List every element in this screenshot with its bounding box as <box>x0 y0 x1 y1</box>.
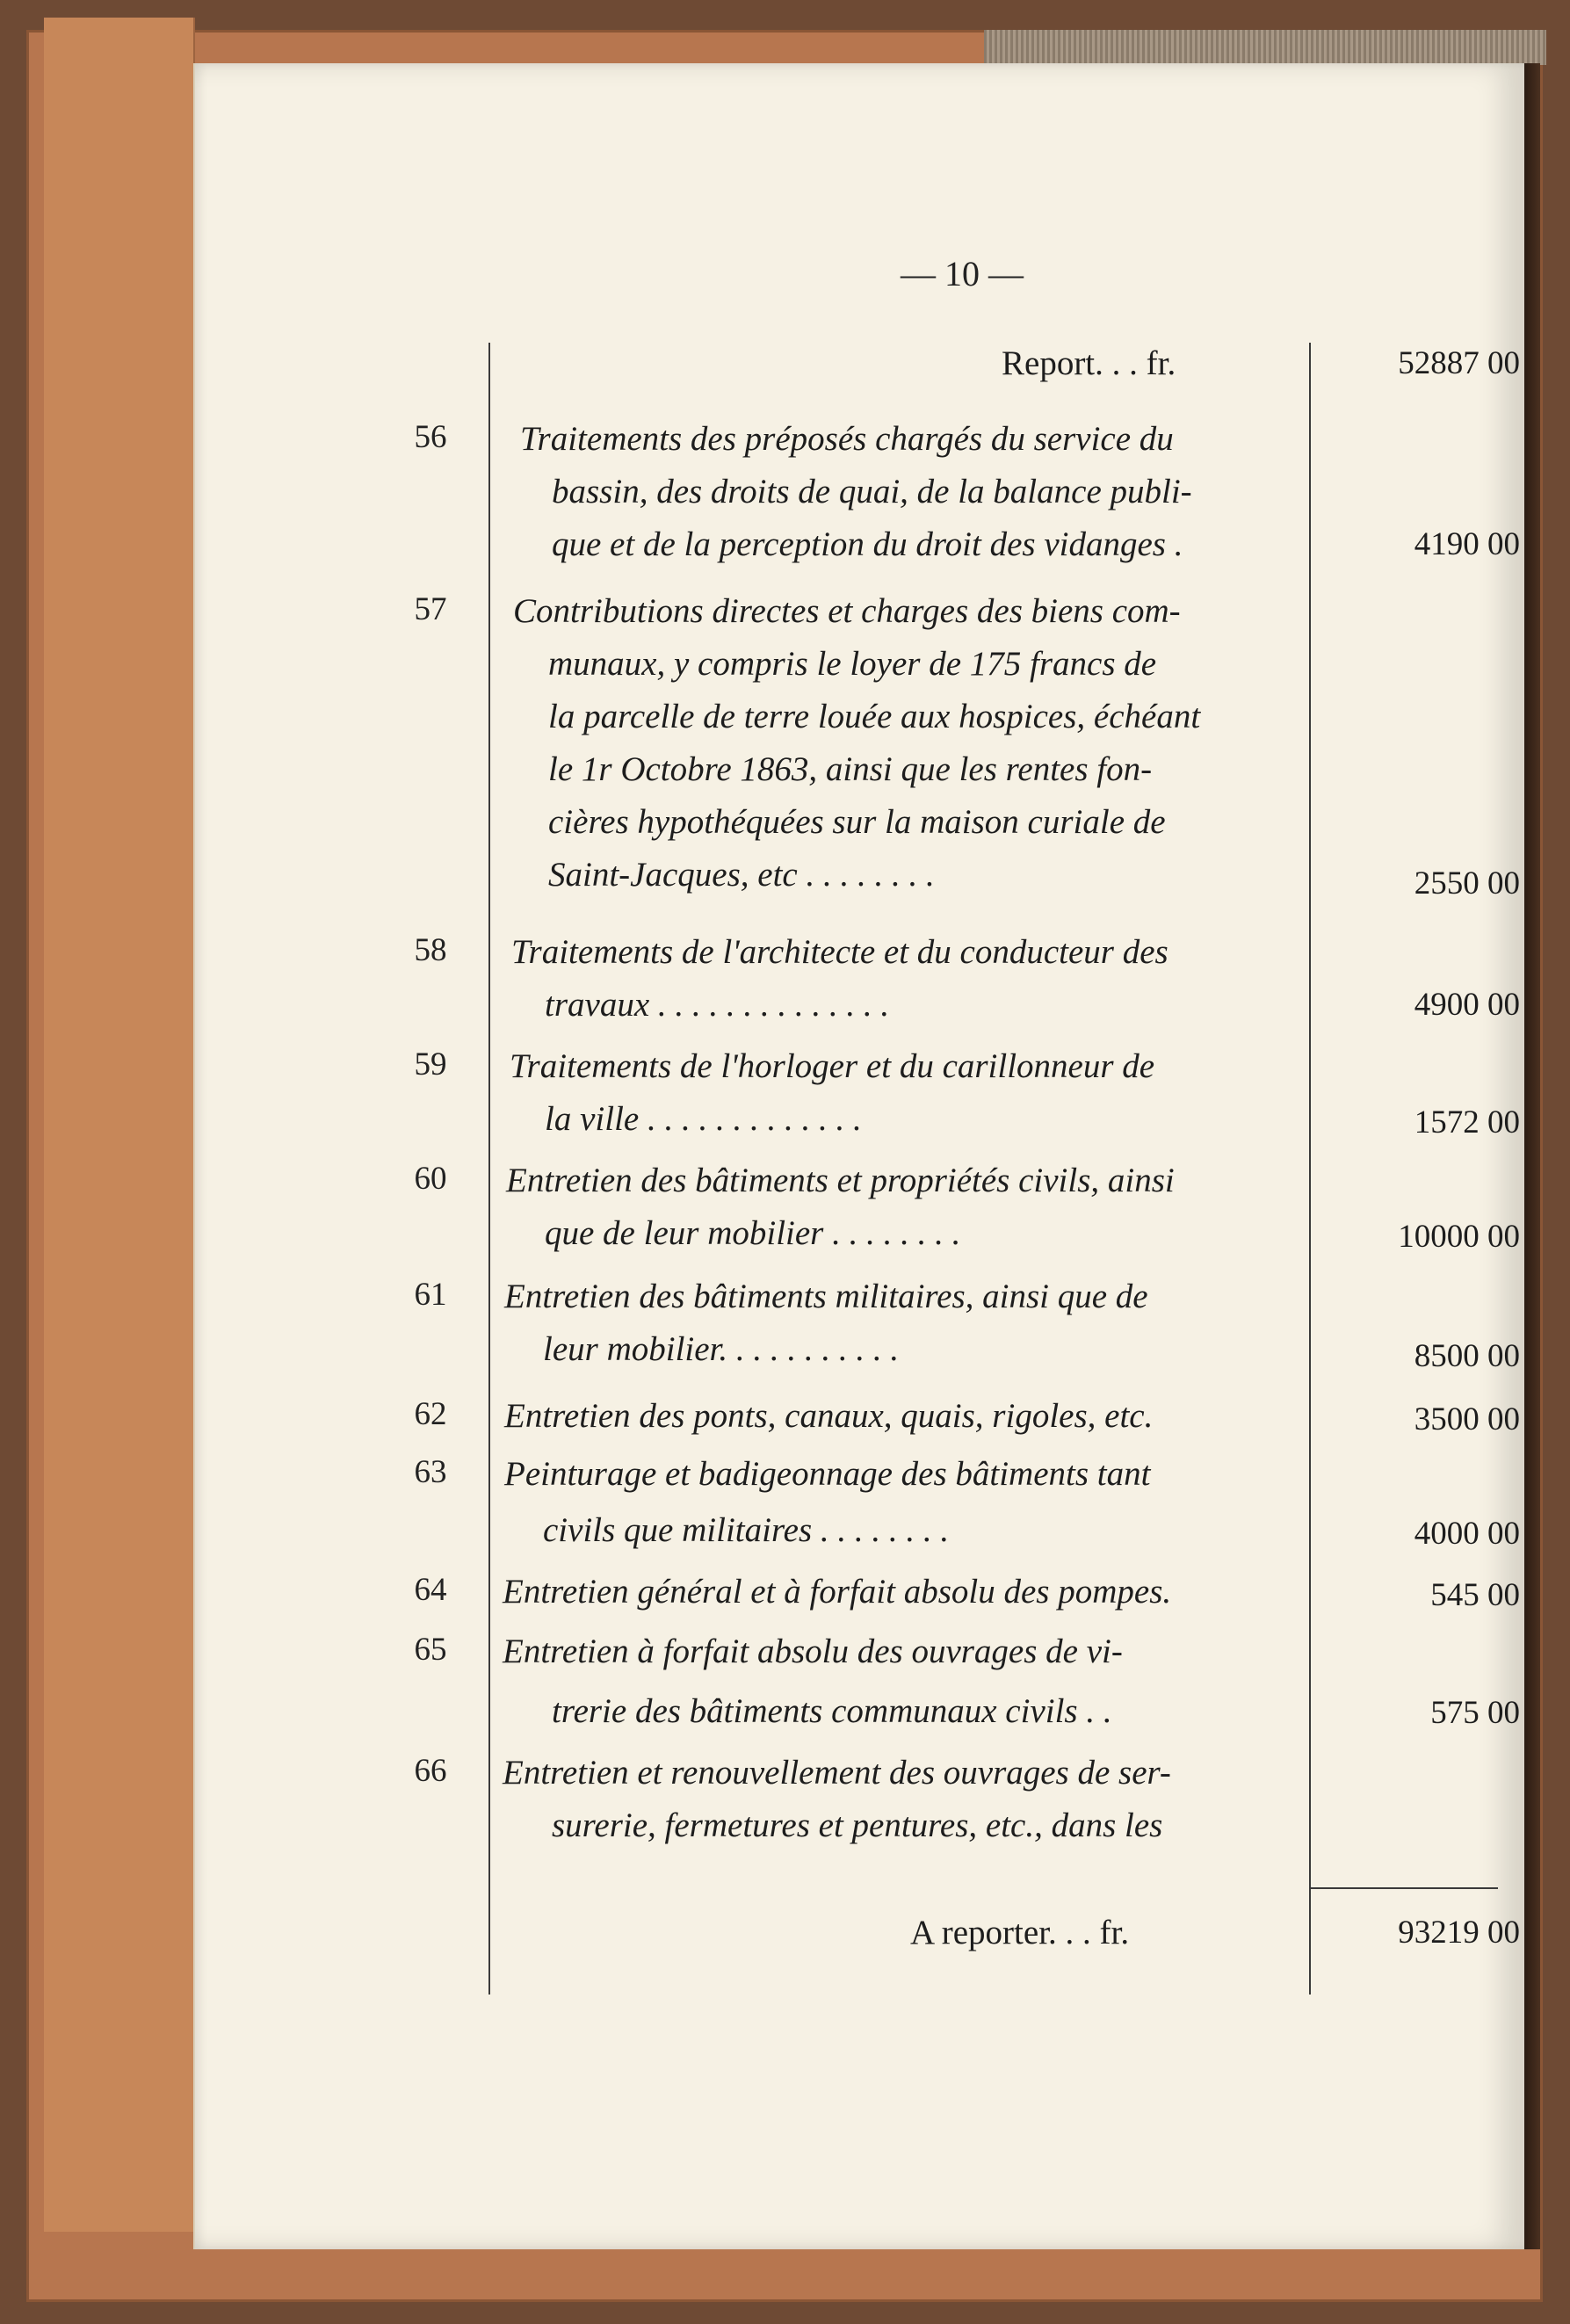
entry-amount: 575 00 <box>1430 1695 1520 1731</box>
entry-text-line: Peinturage et badigeonnage des bâtiments tant <box>504 1455 1151 1493</box>
entry-amount: 4900 00 <box>1414 987 1520 1023</box>
entry-text-line: que et de la perception du droit des vidanges . <box>552 525 1183 563</box>
entry-text-line: Traitements de l'architecte et du conducteur des <box>511 933 1168 971</box>
entry-text-line: munaux, y compris le loyer de 175 francs de <box>548 645 1157 683</box>
carry-forward-label: A reporter. . . fr. <box>910 1914 1130 1951</box>
page-edge-shadow <box>1524 63 1540 2249</box>
entry-text-line: Entretien des ponts, canaux, quais, rigoles, etc. <box>504 1397 1154 1435</box>
carry-forward-amount: 93219 00 <box>1398 1915 1520 1951</box>
entry-text-line: la ville . . . . . . . . . . . . . <box>545 1100 862 1138</box>
entry-text-line: civils que militaires . . . . . . . . <box>543 1511 950 1549</box>
cloth-texture <box>984 30 1546 65</box>
entry-text-line: la parcelle de terre louée aux hospices, échéant <box>548 698 1201 735</box>
entry-number: 60 <box>414 1161 447 1197</box>
report-label: Report. . . fr. <box>1002 344 1176 382</box>
entry-text-line: Entretien à forfait absolu des ouvrages de vi- <box>503 1633 1123 1670</box>
entry-text-line: surerie, fermetures et pentures, etc., dans les <box>552 1806 1163 1844</box>
entry-text-line: que de leur mobilier . . . . . . . . <box>545 1214 961 1252</box>
report-amount: 52887 00 <box>1398 345 1520 381</box>
entry-text-line: Contributions directes et charges des biens com- <box>513 592 1181 630</box>
entry-number: 63 <box>414 1454 447 1490</box>
left-column-rule <box>488 343 490 1995</box>
entry-text-line: Saint-Jacques, etc . . . . . . . . <box>548 856 935 894</box>
entry-number: 61 <box>414 1277 447 1313</box>
entry-number: 58 <box>414 932 447 968</box>
cover-flap <box>44 18 195 2232</box>
entry-text-line: Entretien des bâtiments et propriétés civils, ainsi <box>506 1162 1175 1199</box>
entry-amount: 4000 00 <box>1414 1516 1520 1552</box>
entry-amount: 545 00 <box>1430 1577 1520 1613</box>
right-column-rule <box>1309 343 1311 1995</box>
entry-number: 65 <box>414 1632 447 1668</box>
entry-text-line: leur mobilier. . . . . . . . . . . <box>543 1330 900 1368</box>
entry-amount: 2550 00 <box>1414 865 1520 901</box>
entry-number: 66 <box>414 1753 447 1789</box>
page-number: — 10 — <box>901 254 1024 293</box>
entry-text-line: bassin, des droits de quai, de la balance publi- <box>552 473 1192 510</box>
total-rule <box>1309 1887 1498 1889</box>
entry-text-line: Entretien des bâtiments militaires, ainsi que de <box>504 1278 1148 1315</box>
entry-text-line: le 1r Octobre 1863, ainsi que les rentes fon- <box>548 750 1153 788</box>
entry-amount: 3500 00 <box>1414 1401 1520 1437</box>
entry-text-line: trerie des bâtiments communaux civils . . <box>552 1692 1112 1730</box>
entry-number: 57 <box>414 591 447 627</box>
entry-number: 64 <box>414 1572 447 1608</box>
entry-text-line: Traitements de l'horloger et du carillonneur de <box>510 1047 1155 1085</box>
entry-amount: 1572 00 <box>1414 1104 1520 1140</box>
entry-text-line: Entretien général et à forfait absolu des pompes. <box>503 1573 1172 1611</box>
entry-amount: 10000 00 <box>1398 1219 1520 1255</box>
entry-text-line: cières hypothéquées sur la maison curiale de <box>548 803 1166 841</box>
entry-text-line: travaux . . . . . . . . . . . . . . <box>545 986 890 1024</box>
entry-amount: 4190 00 <box>1414 526 1520 562</box>
entry-text-line: Traitements des préposés chargés du service du <box>520 420 1174 458</box>
entry-amount: 8500 00 <box>1414 1338 1520 1374</box>
entry-number: 56 <box>414 419 447 455</box>
entry-number: 59 <box>414 1046 447 1082</box>
entry-number: 62 <box>414 1396 447 1432</box>
entry-text-line: Entretien et renouvellement des ouvrages de ser- <box>503 1754 1171 1792</box>
